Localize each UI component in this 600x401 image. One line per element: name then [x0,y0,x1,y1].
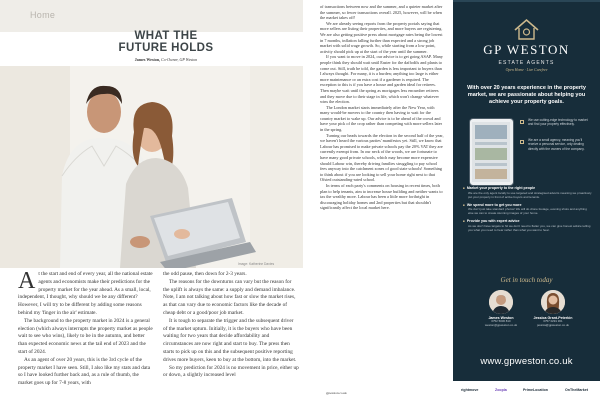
partner-logos [453,381,600,401]
title-line-1: WHAT THE [134,30,198,42]
get-in-touch-heading: Get in touch today [500,276,553,284]
bullet-item [463,203,593,216]
contact-email[interactable]: weston@gpweston.co.uk [484,322,518,327]
paragraph: It is tough to separate the trigger and the subsequent driver of the market upturn. Initially, it is the buyers who have been waiting for two years that decide affordability and circumstances are now right and start to buy. The press then starts to pick up on this and the subsequent positive reporting drives more buyers, keen to buy at the bottom, into the market. [163,317,297,363]
image-credit: Image: Katherine Davies [238,262,275,266]
bullet-item [463,186,593,199]
title-line-2: FUTURE HOLDS [118,42,214,54]
paragraph: As an agent of over 20 years, this is the 3rd cycle of the property market I have seen. Still, I also like my stats and data so I have looked further back and, as a rule of thumb, the market goes up for 7-8 years, with [18,356,151,387]
zoopla-logo: Zoopla [495,388,507,392]
home-tab-label: Home [30,10,56,20]
paragraph: The reasons for the downturns can vary but the reason for the uplift is always the same: a supply and demand imbalance. Note, I am not talking about how fast or slow the market rises, as that can vary due to economic factors like the decade of cheap debt or a good/poor job market. [163,278,296,316]
article-photo [0,66,303,268]
contact-email[interactable]: jessica@gpweston.co.uk [537,322,569,327]
screen-block [475,169,507,179]
article-column-3 [320,4,444,211]
paragraph: We are already seeing reports from the property portals saying that more sellers are listing their properties, and more buyers are registering. We are also getting positive press about mortgage rates being the lowest in 7 months, inflation falling further than expected and a strong job market with solid wage growth. So, while starting from a low point, activity should pick up at the start of the year until the summer. [320,20,443,54]
bullet-desc: We are the only agent locally to use targeted and strategised adverts meaning we proactively put your property in front of active buyers and tenants. [468,190,592,199]
contact-card-jessica[interactable] [528,290,578,327]
bullet-title: ■ Market your property to the right people [463,186,593,191]
contact-name: James Weston [488,316,514,320]
bullet-desc: As we don't have targets to hit we don't need to flatter you, we can give honest advice telling you what you need to hear rather than what you want to hear. [468,223,591,232]
paragraph: the odd pause, then down for 2-3 years. [163,271,247,277]
brand-name: GP WESTON [483,42,570,57]
page-footer: gpweston.co.uk [326,391,347,395]
paragraph-text: t the start and end of every year, all the national estate agents and economists make their predictions for the property market for the year ahead. As a small, local, independent, I thought, why should we be any different? However, I will try to be different by adding some reasons behind my 'finger in the air' estimate. [18,271,153,316]
phone-screen [472,122,510,182]
drop-cap: A [18,268,36,294]
feature-text-small-agency: We are a small agency, meaning you'll receive a personal service, only dealing directly with the owners of the company. [528,138,585,151]
paragraph: So my prediction for 2024 is no movement in price, either up or down, a slightly increased level [163,364,299,379]
checkbox-icon [520,140,524,144]
screen-block [475,142,507,145]
brand-subtitle: ESTATE AGENTS [498,60,555,66]
avatar [489,290,513,314]
primelocation-logo: PrimeLocation [523,388,548,392]
bullet-item [463,219,593,232]
website-link[interactable]: www.gpweston.co.uk [480,356,573,367]
brand-tagline: Open Home · Live Carefree [505,68,548,72]
bullet-title: ■ Provide you with expert advice [463,219,593,224]
house-logo-icon [513,18,540,40]
byline [96,57,236,62]
paragraph: The background to the property market in 2024 is a general election (which always interrupts the property market as people wait to see who wins), likely to be in the autumn, and better than expected economic news at the tail end of 2023 and the start of 2024. [18,317,153,355]
advert-bullets [463,186,593,236]
byline-name: James Weston, [134,57,161,62]
contact-phone[interactable]: 0752 5006 810 [491,319,511,323]
divider [453,0,600,2]
article-title [96,30,236,54]
paragraph: Turning our heads towards the election in the second half of the year, we haven't heard the various parties' manifestos yet. Still, we know that Labour has promised to make private schools pay the 20% VAT they are currently exempt from. In our neck of the woods, we are fortunate to have many good private schools, which may become more expensive should Labour win, thereby driving families struggling to pay school fees anyway into the catchment zones of good state schools! Something to think about if you are looking to sell your home right next to that Ofsted outstanding-rated school. [320,132,444,183]
paragraph [18,268,154,318]
avatar [541,290,565,314]
rightmove-logo: rightmove [461,388,479,392]
gp-weston-advert[interactable] [453,0,600,401]
article-column-1 [18,268,154,388]
phone-mockup-icon [469,118,514,186]
article-column-2 [163,271,299,380]
home-tab[interactable] [0,0,303,32]
paragraph: In terms of each party's comments on housing in recent times, both plan to help tenants, aim to increase house building and neither wants to tax the wealthy more. Labour has been a little more forthright in discouraging holiday homes and 2nd properties but that shouldn't significantly affect the local market here. [320,183,443,211]
checkbox-icon [520,120,524,124]
screen-block [475,125,507,139]
paragraph: The London market starts immediately after the New Year, with many would-be movers to the country then having to wait for the country market to wake up. Our advice is to be ahead of the crowd and have your pick of the crop rather than competing with more sellers later in the spring. [320,104,443,133]
paragraph: of transactions between now and the summer, and a quieter market after the summer, so fewer transactions overall. 2025, however, will be when the market takes off! [320,4,443,21]
feature-text-technology: We use cutting-edge technology to market and find your property effectively. [528,118,588,127]
advert-headline: With over 20 years experience in the property market, we are passionate about helping you achieve your property goals. [467,85,586,105]
byline-role: Co-Owner, GP Weston [161,57,198,62]
contact-name: Jessica Grant-Peterkin [533,316,573,320]
screen-block [475,163,507,166]
contact-phone[interactable]: 0757 0291 361 [543,319,563,323]
paragraph: If you want to move in 2024, our advice is to get going ASAP. Many people think they should wait until Easter for the daffodils and plants to come out. Still, truth be told, the garden is less important to buyers than I always thought. For many, it is a burden; anything too large is either more maintenance or an extra cost if a gardener is required. The exception to this is if you have a house and garden ideal for retirees. Then maybe wait until the spring as mortgages less encumber retirees and they move due to their stage in life, which won't change whatever wins the election. [320,54,443,105]
contact-card-james[interactable] [476,290,526,327]
screen-block [475,148,507,160]
bullet-title: ■ We spend more to get you more [463,203,593,208]
bullet-desc: We don't just take standard photos! We will do drone footage, evening shots and anything else we can to create stunning images of your home. [468,207,587,216]
onthemarket-logo: OnTheMarket [565,388,588,392]
